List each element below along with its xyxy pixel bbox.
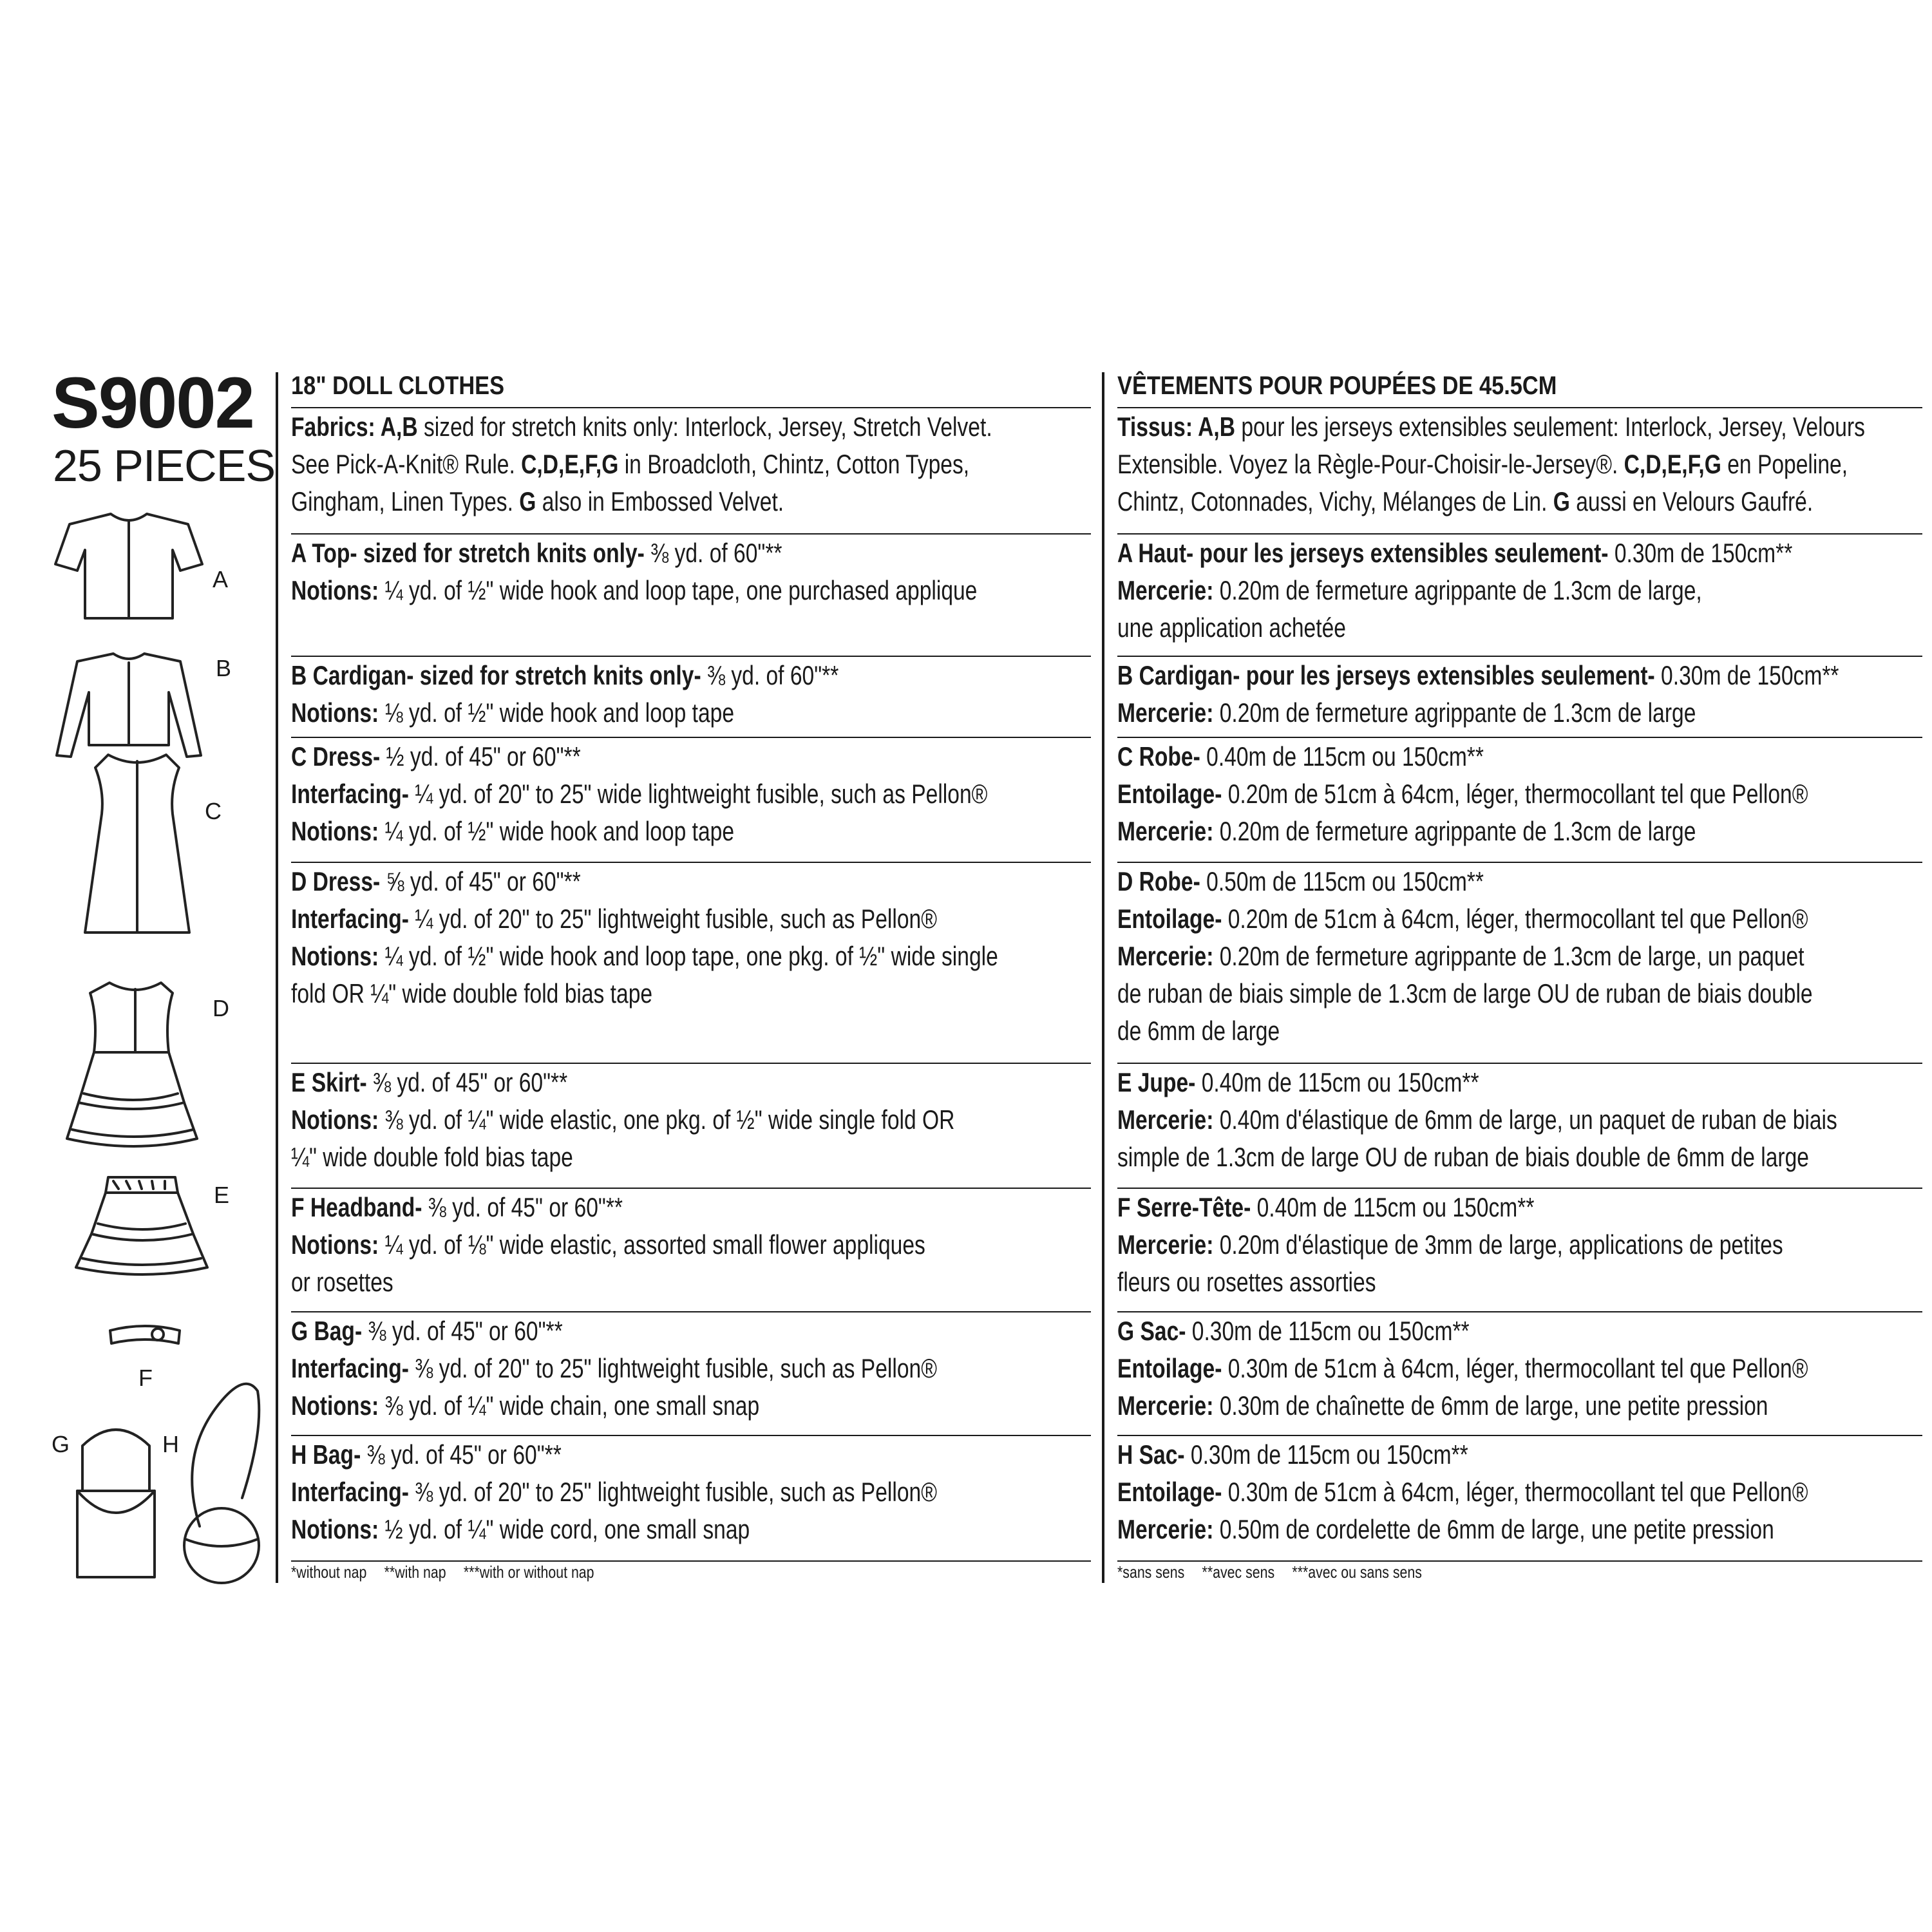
spec-line [291, 483, 931, 520]
text-run: 0.40m de 115cm ou 150cm** [1251, 1192, 1535, 1222]
bold-run: Entoilage- [1117, 779, 1222, 809]
bold-run: C Dress- [291, 741, 381, 772]
spec-line [1117, 408, 1865, 446]
spec-section [1117, 862, 1922, 1050]
text-run: 0.50m de 115cm ou 150cm** [1200, 866, 1484, 896]
spec-section [291, 1188, 1091, 1301]
text-run: fleurs ou rosettes assorties [1117, 1267, 1376, 1297]
text-run: ¼ yd. of 20" to 25" wide lightweight fusible, such as Pellon® [408, 779, 988, 809]
spec-line [291, 535, 931, 572]
note-2: **avec sens [1202, 1562, 1275, 1582]
spec-line [1117, 657, 1839, 694]
spec-line [291, 863, 931, 900]
spec-section [291, 1063, 1091, 1176]
spec-line [291, 408, 992, 446]
text-run: une application achetée [1117, 612, 1346, 643]
text-run: Extensible. Voyez la Règle-Pour-Choisir-le-Jersey®. [1117, 449, 1624, 479]
bold-run: A Haut- pour les jerseys extensibles seulement- [1117, 538, 1609, 568]
bold-run: Tissus: A,B [1117, 412, 1235, 442]
spec-line [291, 1226, 931, 1264]
french-title: VÊTEMENTS POUR POUPÉES DE 45.5CM [1117, 372, 1557, 400]
label-b: B [216, 655, 232, 681]
label-h: H [162, 1431, 179, 1457]
text-run: ¼ yd. of ½" wide hook and loop tape [379, 816, 735, 846]
bold-run: Entoilage- [1117, 904, 1222, 934]
cardigan-b-illustration [52, 647, 206, 763]
divider-middle [1102, 372, 1104, 1583]
footnote-3: ***with or without nap [463, 1562, 594, 1582]
text-run: 0.20m de 51cm à 64cm, léger, thermocollant tel que Pellon® [1222, 904, 1808, 934]
spec-section [291, 533, 1091, 609]
text-run: 0.30m de 115cm ou 150cm** [1186, 1316, 1470, 1346]
bold-run: C,D,E,F,G [521, 449, 619, 479]
spec-line [291, 1139, 931, 1176]
spec-line [1117, 1473, 1808, 1511]
english-column [291, 366, 1091, 1582]
text-run: 0.20m de fermeture agrippante de 1.3cm de large [1213, 816, 1696, 846]
text-run: en Popeline, [1721, 449, 1848, 479]
spec-line [291, 938, 998, 975]
spec-line [1117, 609, 1761, 647]
bold-run: E Skirt- [291, 1067, 367, 1097]
text-run: ⅜ yd. of ¼" wide elastic, one pkg. of ½" wide single fold OR [379, 1104, 955, 1135]
text-run: de ruban de biais simple de 1.3cm de large OU de ruban de biais double [1117, 978, 1813, 1009]
bottom-rule [1117, 1560, 1922, 1562]
bold-run: A Top- sized for stretch knits only- [291, 538, 645, 568]
spec-line [291, 657, 931, 694]
text-run: 0.30m de 51cm à 64cm, léger, thermocollant tel que Pellon® [1222, 1353, 1808, 1383]
bold-run: Interfacing- [291, 779, 409, 809]
bold-run: Notions: [291, 1514, 379, 1544]
spec-section [1117, 407, 1922, 520]
french-footnotes [1117, 1562, 1435, 1582]
text-run: ⅜ yd. of 20" to 25" lightweight fusible, such as Pellon® [408, 1477, 937, 1507]
text-run: 0.20m de fermeture agrippante de 1.3cm de large, [1213, 575, 1702, 605]
spec-line [1117, 775, 1808, 813]
spec-line [1117, 900, 1808, 938]
spec-line [291, 1350, 937, 1387]
spec-line [1117, 694, 1761, 732]
spec-line [1117, 1012, 1761, 1050]
bag-g-illustration [71, 1420, 161, 1581]
spec-line [291, 738, 931, 775]
text-run: 0.20m de fermeture agrippante de 1.3cm de large, un paquet [1213, 941, 1804, 971]
spec-line [1117, 1101, 1837, 1139]
french-column [1117, 366, 1922, 1582]
bold-run: C,D,E,F,G [1624, 449, 1721, 479]
divider-left [276, 372, 278, 1583]
text-run: 0.40m de 115cm ou 150cm** [1200, 741, 1484, 772]
bold-run: D Dress- [291, 866, 381, 896]
bold-run: G Bag- [291, 1316, 363, 1346]
text-run: 0.30m de 150cm** [1654, 660, 1839, 690]
bold-run: F Headband- [291, 1192, 422, 1222]
text-run: ⅛ yd. of ½" wide hook and loop tape [379, 697, 735, 728]
headband-f-illustration [106, 1319, 184, 1351]
spec-line [291, 1511, 931, 1548]
text-run: 0.20m d'élastique de 3mm de large, applications de petites [1213, 1229, 1783, 1260]
dress-c-illustration [82, 752, 192, 945]
spec-line [291, 775, 988, 813]
spec-line [1117, 572, 1761, 609]
text-run: 0.30m de 51cm à 64cm, léger, thermocollant tel que Pellon® [1222, 1477, 1808, 1507]
text-run: ⅜ yd. of 20" to 25" lightweight fusible, such as Pellon® [408, 1353, 937, 1383]
spec-section [1117, 656, 1922, 732]
bold-run: Entoilage- [1117, 1477, 1222, 1507]
bold-run: Interfacing- [291, 1353, 409, 1383]
text-run: 0.40m de 115cm ou 150cm** [1195, 1067, 1479, 1097]
bold-run: Fabrics: A,B [291, 412, 418, 442]
bold-run: Interfacing- [291, 1477, 409, 1507]
text-run: ¼ yd. of ½" wide hook and loop tape, one pkg. of ½" wide single [379, 941, 998, 971]
bold-run: Notions: [291, 1390, 379, 1421]
bold-run: Interfacing- [291, 904, 409, 934]
spec-section [1117, 1435, 1922, 1548]
bold-run: E Jupe- [1117, 1067, 1196, 1097]
text-run: 0.20m de 51cm à 64cm, léger, thermocollant tel que Pellon® [1222, 779, 1808, 809]
bold-run: B Cardigan- sized for stretch knits only- [291, 660, 701, 690]
spec-section [1117, 1063, 1922, 1176]
text-run: ½ yd. of 45" or 60"** [380, 741, 581, 772]
spec-line [1117, 1387, 1768, 1425]
text-run: ⅜ yd. of 60"** [701, 660, 839, 690]
spec-line [1117, 1312, 1761, 1350]
bold-run: Mercerie: [1117, 1390, 1214, 1421]
spec-line [1117, 1139, 1809, 1176]
text-run: 0.50m de cordelette de 6mm de large, une petite pression [1213, 1514, 1774, 1544]
spec-section [291, 1311, 1091, 1425]
spec-line [291, 1387, 931, 1425]
top-a-illustration [52, 509, 206, 625]
spec-line [1117, 975, 1813, 1012]
spec-line [1117, 446, 1848, 483]
bold-run: Mercerie: [1117, 816, 1214, 846]
spec-line [1117, 1189, 1761, 1226]
text-run: aussi en Velours Gaufré. [1569, 486, 1814, 516]
skirt-e-illustration [72, 1173, 214, 1276]
spec-section [291, 407, 1091, 520]
label-f: F [138, 1365, 153, 1391]
text-run: ⅝ yd. of 45" or 60"** [380, 866, 581, 896]
text-run: de 6mm de large [1117, 1016, 1280, 1046]
text-run: ⅜ yd. of ¼" wide chain, one small snap [379, 1390, 760, 1421]
text-run: also in Embossed Velvet. [536, 486, 784, 516]
bold-run: Notions: [291, 1229, 379, 1260]
text-run: ¼" wide double fold bias tape [291, 1142, 573, 1172]
spec-line [291, 572, 978, 609]
spec-line [1117, 483, 1814, 520]
english-footnotes [291, 1562, 608, 1582]
bold-run: Mercerie: [1117, 941, 1214, 971]
spec-section [291, 737, 1091, 850]
text-run: ¼ yd. of ⅛" wide elastic, assorted small flower appliques [379, 1229, 925, 1260]
spec-line [291, 1264, 931, 1301]
bold-run: Notions: [291, 575, 379, 605]
text-run: ⅜ yd. of 45" or 60"** [366, 1067, 568, 1097]
label-g: G [52, 1431, 70, 1457]
footnote-1: *without nap [291, 1562, 367, 1582]
bold-run: Notions: [291, 1104, 379, 1135]
spec-section [1117, 737, 1922, 850]
text-run: pour les jerseys extensibles seulement: Interlock, Jersey, Velours [1235, 412, 1865, 442]
bold-run: F Serre-Tête- [1117, 1192, 1251, 1222]
text-run: See Pick-A-Knit® Rule. [291, 449, 522, 479]
spec-line [1117, 738, 1761, 775]
spec-line [291, 1473, 937, 1511]
text-run: ⅜ yd. of 45" or 60"** [422, 1192, 623, 1222]
text-run: simple de 1.3cm de large OU de ruban de biais double de 6mm de large [1117, 1142, 1809, 1172]
label-a: A [213, 566, 229, 592]
bottom-rule [291, 1560, 1091, 1562]
bold-run: G [1553, 486, 1570, 516]
bag-h-illustration [180, 1378, 270, 1584]
spec-line [291, 1436, 931, 1473]
text-run: ¼ yd. of ½" wide hook and loop tape, one purchased applique [379, 575, 978, 605]
text-run: sized for stretch knits only: Interlock, Jersey, Stretch Velvet. [417, 412, 992, 442]
dress-d-illustration [64, 980, 206, 1148]
text-run: ⅜ yd. of 45" or 60"** [362, 1316, 563, 1346]
bold-run: C Robe- [1117, 741, 1200, 772]
bold-run: Notions: [291, 816, 379, 846]
text-run: 0.20m de fermeture agrippante de 1.3cm de large [1213, 697, 1696, 728]
bold-run: H Sac- [1117, 1439, 1185, 1470]
label-d: D [213, 995, 229, 1021]
text-run: Gingham, Linen Types. [291, 486, 520, 516]
spec-line [1117, 813, 1761, 850]
bold-run: Mercerie: [1117, 1229, 1214, 1260]
spec-line [1117, 1350, 1808, 1387]
bold-run: Mercerie: [1117, 1104, 1214, 1135]
text-run: 0.30m de chaînette de 6mm de large, une petite pression [1213, 1390, 1768, 1421]
bold-run: H Bag- [291, 1439, 361, 1470]
pattern-number: S9002 [52, 363, 254, 443]
text-run: ½ yd. of ¼" wide cord, one small snap [379, 1514, 750, 1544]
text-run: 0.40m d'élastique de 6mm de large, un paquet de ruban de biais [1213, 1104, 1837, 1135]
spec-line [291, 975, 931, 1012]
text-run: or rosettes [291, 1267, 393, 1297]
spec-line [291, 1312, 931, 1350]
bold-run: Notions: [291, 697, 379, 728]
spec-section [1117, 533, 1922, 647]
text-run: 0.30m de 115cm ou 150cm** [1184, 1439, 1468, 1470]
label-e: E [214, 1182, 230, 1208]
spec-section [291, 862, 1091, 1012]
text-run: in Broadcloth, Chintz, Cotton Types, [618, 449, 970, 479]
spec-section [291, 1435, 1091, 1548]
spec-line [291, 446, 970, 483]
spec-section [1117, 1311, 1922, 1425]
bold-run: Notions: [291, 941, 379, 971]
spec-line [291, 1101, 955, 1139]
bold-run: D Robe- [1117, 866, 1200, 896]
text-run: 0.30m de 150cm** [1608, 538, 1793, 568]
text-run: ⅜ yd. of 45" or 60"** [361, 1439, 562, 1470]
spec-line [1117, 1264, 1761, 1301]
note-3: ***avec ou sans sens [1292, 1562, 1422, 1582]
text-run: ¼ yd. of 20" to 25" lightweight fusible, such as Pellon® [408, 904, 937, 934]
spec-line [1117, 938, 1804, 975]
spec-line [291, 813, 931, 850]
bold-run: Mercerie: [1117, 697, 1214, 728]
note-1: *sans sens [1117, 1562, 1185, 1582]
spec-line [1117, 1226, 1783, 1264]
spec-line [1117, 863, 1761, 900]
text-run: Chintz, Cotonnades, Vichy, Mélanges de Lin. [1117, 486, 1553, 516]
bold-run: G [519, 486, 536, 516]
spec-line [291, 900, 937, 938]
spec-line [291, 1189, 931, 1226]
spec-section [1117, 1188, 1922, 1301]
text-run: ⅜ yd. of 60"** [644, 538, 782, 568]
english-title: 18" DOLL CLOTHES [291, 372, 505, 400]
bold-run: Mercerie: [1117, 575, 1214, 605]
spec-line [1117, 535, 1793, 572]
bold-run: G Sac- [1117, 1316, 1186, 1346]
spec-line [1117, 1511, 1774, 1548]
label-c: C [205, 798, 222, 824]
footnote-2: **with nap [384, 1562, 446, 1582]
spec-line [1117, 1064, 1761, 1101]
spec-section [291, 656, 1091, 732]
spec-line [291, 1064, 931, 1101]
spec-line [1117, 1436, 1761, 1473]
text-run: fold OR ¼" wide double fold bias tape [291, 978, 653, 1009]
pieces-count: 25 PIECES [53, 440, 276, 491]
spec-line [291, 694, 931, 732]
bold-run: Mercerie: [1117, 1514, 1214, 1544]
bold-run: B Cardigan- pour les jerseys extensibles seulement- [1117, 660, 1655, 690]
bold-run: Entoilage- [1117, 1353, 1222, 1383]
